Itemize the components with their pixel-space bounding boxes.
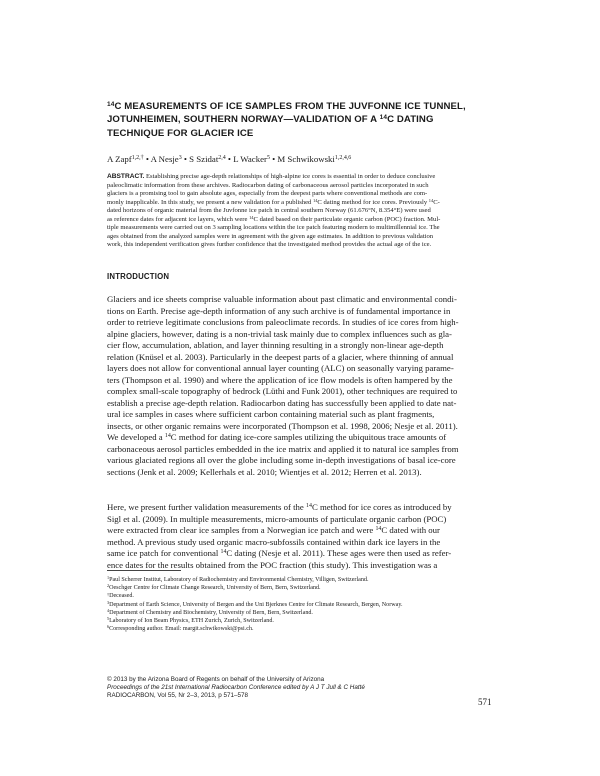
text-line: cier flow, accumulation, ablation, and layer thinning resulting in a strongly non-linear age-depth [107, 340, 444, 350]
publication-footer [107, 676, 502, 700]
abstract-line: ages obtained from the analyzed samples were in agreement with the given age estimates. In addition to previous validation [107, 232, 434, 240]
text-line: We developed a $^{14}$C method for dating ice-core samples utilizing the ubiquitous trace amounts of [107, 432, 447, 442]
abstract-line: ABSTRACT. Establishing precise age-depth relationships of high-alpine ice cores is essential in order to deduce conclusive [107, 173, 436, 180]
body-paragraph-2 [107, 502, 502, 571]
citation-line: RADIOCARBON, Vol 55, Nr 2–3, 2013, p 571–578 [107, 692, 249, 699]
copyright-line: © 2013 by the Arizona Board of Regents on behalf of the University of Arizona [107, 676, 325, 683]
footnote: $^5$Laboratory of Ion Beam Physics, ETH Zurich, Zurich, Switzerland. [107, 616, 274, 625]
footnote: $^4$Department of Chemistry and Biochemistry, University of Bern, Bern, Switzerland. [107, 607, 313, 616]
footnote: †Deceased. [107, 591, 134, 600]
text-line: Glaciers and ice sheets comprise valuable information about past climatic and environmental condi- [107, 294, 457, 304]
footnote: $^6$Corresponding author. Email: margit.schwikowski@psi.ch. [107, 624, 254, 633]
body-paragraph-1 [107, 294, 502, 478]
text-line: carbonaceous aerosol particles embedded in the ice matrix and applied it to natural ice samples from [107, 443, 459, 454]
text-line: order to retrieve legitimate conclusions from paleoclimate records. In studies of ice cores from high- [107, 317, 459, 327]
text-line: Sigl et al. (2009). In multiple measurements, micro-amounts of particulate organic carbon (POC) [107, 513, 447, 524]
text-line: were extracted from clear ice samples from a Norwegian ice patch and were $^{14}$C dated with our [107, 525, 440, 535]
page-number: 571 [478, 697, 492, 707]
text-line: insects, or other organic remains were incorporated (Thompson et al. 1998, 2006; Nesje et al. 2011). [107, 420, 458, 431]
abstract-line: glaciers is a promising tool to gain absolute ages, especially from the deepest parts where conventional methods are com- [107, 190, 428, 198]
abstract-line: monly inapplicable. In this study, we present a new validation for a published $^{14}$C dating method for ice cores. Previously $^{14}$C- [107, 198, 440, 206]
text-line: Here, we present further validation measurements of the $^{14}$C method for ice cores as introduced by [107, 502, 452, 512]
text-line: relation (Knüsel et al. 2003). Particularly in the deepest parts of a glacier, where thinning of annual [107, 351, 454, 362]
text-line: sections (Jenk et al. 2009; Kellerhals et al. 2010; Wientjes et al. 2012; Herren et al. 2013). [107, 466, 422, 477]
text-line: tions on Earth. Precise age-depth information of any such archive is of fundamental importance in [107, 305, 451, 316]
abstract-line: tiple measurements were carried out on 3 sampling locations within the ice patch featuring modern to multimillennial ice. The [107, 224, 440, 232]
title-line: $^{14}$C MEASUREMENTS OF ICE SAMPLES FROM THE JUVFONNE ICE TUNNEL, [107, 101, 466, 112]
footnotes [107, 576, 502, 633]
text-line: layers does not allow for conventional annual layer counting (ALC) on seasonally varying parame- [107, 363, 454, 373]
proceedings-line: Proceedings of the 21st International Radiocarbon Conference edited by A J T Jull & C Hatté [107, 684, 365, 691]
abstract-line: paleoclimatic information from these archives. Radiocarbon dating of carbonaceous aerosol particles incorporated in such [107, 181, 429, 189]
text-line: alpine glaciers, however, dating is a non-trivial task mainly due to complex influences such as gla- [107, 328, 452, 339]
text-line: various glaciated regions all over the globe including some in-depth investigations of basal ice-core [107, 455, 456, 465]
title-line: JOTUNHEIMEN, SOUTHERN NORWAY—VALIDATION OF A $^{14}$C DATING [107, 114, 434, 126]
text-line: ural ice samples in cases where sufficient carbon containing material such as plant fragments, [107, 409, 435, 419]
abstract-label: ABSTRACT. [107, 173, 145, 180]
abstract-line: as reference dates for adjacent ice layers, which were $^{14}$C dated based on their particulate organic carbon (POC) fraction. Mul- [107, 215, 441, 223]
text-line: same ice patch for conventional $^{14}$C dating (Nesje et al. 2011). These ages were then used as refer- [107, 548, 452, 558]
author-list: A Zapf$^{1,2,\dagger}$ • A Nesje$^3$ • S Szidat$^{2,4}$ • L Wacker$^5$ • M Schwikowski$^{1,2,4,6}$ [107, 154, 352, 164]
footnote: $^3$Department of Earth Science, University of Bergen and the Uni Bjerknes Centre for Climate Research, Bergen, Norway. [107, 599, 403, 608]
abstract-line: work, this independent verification gives further confidence that the investigated method provides the actual age of the ice. [107, 241, 432, 249]
text-line: establish a precise age-depth relation. Radiocarbon dating has successfully been applied to date nat- [107, 397, 457, 408]
title-line: TECHNIQUE FOR GLACIER ICE [107, 127, 254, 139]
text-line: ence dates for the results obtained from the POC fraction (this study). This investigation was a [107, 559, 438, 570]
paper-title [107, 100, 502, 140]
text-line: ters (Thompson et al. 1990) and where the application of ice flow models is often hampered by the [107, 374, 453, 385]
abstract [107, 173, 502, 250]
text-line: method. A previous study used organic macro-subfossils contained within dark ice layers in the [107, 536, 441, 547]
text-line: complex small-scale topography of bedrock (Lüthi and Funk 2001), other techniques are required to [107, 386, 458, 396]
footnote-divider [107, 570, 181, 571]
abstract-line: dated horizons of organic material from the Juvfonne ice patch in central southern Norway (61.676°N, 8.354°E) were used [107, 207, 431, 215]
section-heading-introduction: INTRODUCTION [107, 272, 170, 281]
footnote: $^1$Paul Scherrer Institut, Laboratory of Radiochemistry and Environmental Chemistry, Villigen, Switzerland. [107, 575, 369, 583]
footnote: $^2$Oeschger Centre for Climate Change Research, University of Bern, Bern, Switzerland. [107, 583, 321, 592]
